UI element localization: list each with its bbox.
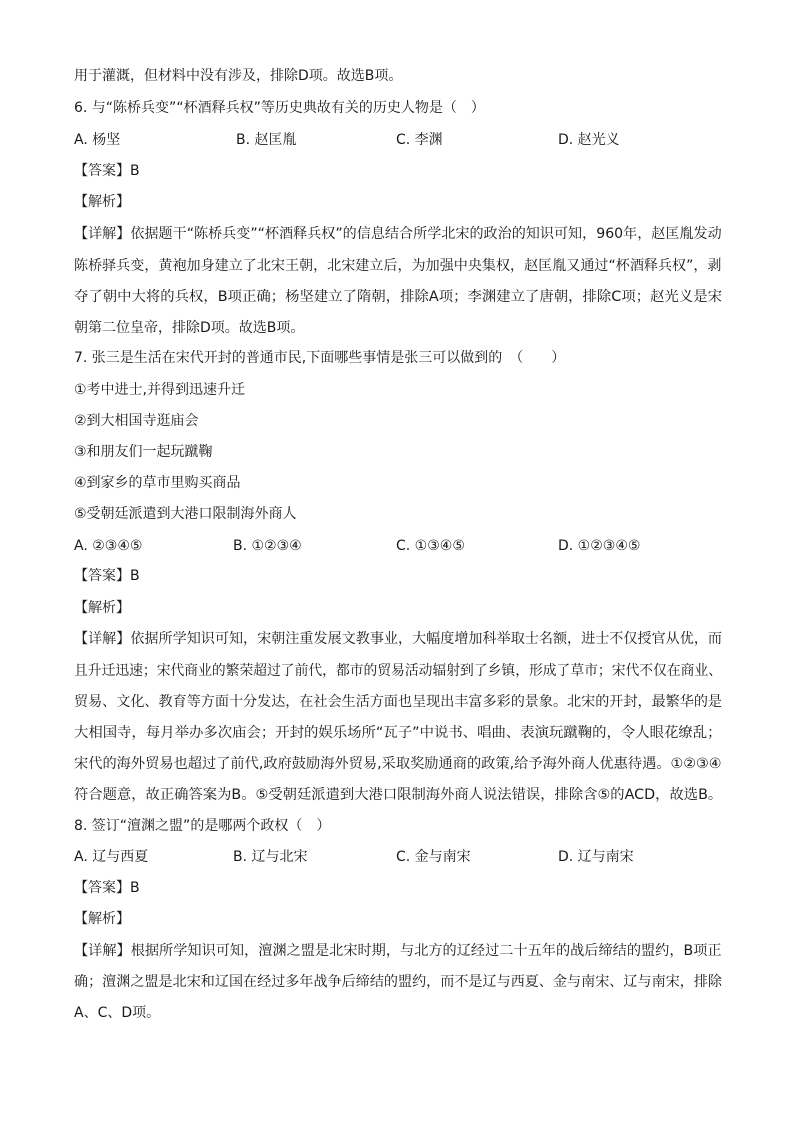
detail-line: 且升迁迅速；宋代商业的繁荣超过了前代，都市的贸易活动辐射到了乡镇，形成了草市；宋代不仅在商业、 <box>74 663 722 679</box>
q7-statement: ②到大相国寺逛庙会 <box>74 413 199 429</box>
answer-label: 【答案】B <box>74 880 140 896</box>
q8-option-a: A. 辽与西夏 <box>74 849 149 865</box>
detail-line: 确；澶渊之盟是北宋和辽国在经过多年战争后缔结的盟约，而不是辽与西夏、金与南宋、辽与南宋，排除 <box>74 974 722 990</box>
q7-option-b: B. ①②③④ <box>233 538 302 554</box>
detail-line: 夺了朝中大将的兵权，B项正确；杨坚建立了隋朝，排除A项；李渊建立了唐朝，排除C项；赵光义是宋 <box>74 289 722 305</box>
q6-option-c: C. 李渊 <box>396 132 443 148</box>
detail-line: 大相国寺，每月举办多次庙会；开封的娱乐场所“瓦子”中说书、唱曲、表演玩蹴鞠的，令人眼花缭乱； <box>74 725 722 741</box>
q7-statement: ⑤受朝廷派遣到大港口限制海外商人 <box>74 506 297 522</box>
detail-line: 陈桥驿兵变，黄袍加身建立了北宋王朝，北宋建立后，为加强中央集权，赵匡胤又通过“杯酒释兵权”，剥 <box>74 258 722 274</box>
q6-option-b: B. 赵匡胤 <box>236 132 297 148</box>
q7-option-a: A. ②③④⑤ <box>74 538 143 554</box>
q8-option-b: B. 辽与北宋 <box>233 849 308 865</box>
answer-label: 【答案】B <box>74 568 140 584</box>
question-7: 7. 张三是生活在宋代开封的普通市民,下面哪些事情是张三可以做到的 （ ） <box>74 350 566 366</box>
detail-line: 宋代的海外贸易也超过了前代,政府鼓励海外贸易,采取奖励通商的政策,给予海外商人优惠待遇。①②③④ <box>74 756 722 772</box>
detail-line: A、C、D项。 <box>74 1005 161 1021</box>
q7-option-d: D. ①②③④⑤ <box>558 538 641 554</box>
q7-statement: ④到家乡的草市里购买商品 <box>74 475 241 491</box>
detail-line: 符合题意，故正确答案为B。⑤受朝廷派遣到大港口限制海外商人说法错误，排除含⑤的ACD，故选B。 <box>74 787 723 803</box>
q6-option-a: A. 杨坚 <box>74 132 121 148</box>
analysis-label: 【解析】 <box>74 600 130 616</box>
answer-label: 【答案】B <box>74 163 140 179</box>
q7-statement: ①考中进士,并得到迅速升迁 <box>74 382 246 398</box>
q6-option-d: D. 赵光义 <box>558 132 620 148</box>
question-8: 8. 签订“澶渊之盟”的是哪两个政权（ ） <box>74 818 331 834</box>
detail-line: 【详解】依据所学知识可知，宋朝注重发展文教事业，大幅度增加科举取士名额，进士不仅授官从优，而 <box>74 631 722 647</box>
text-line: 用于灌溉，但材料中没有涉及，排除D项。故选B项。 <box>74 68 403 84</box>
q8-option-d: D. 辽与南宋 <box>558 849 634 865</box>
detail-line: 贸易、文化、教育等方面十分发达，在社会生活方面也呈现出丰富多彩的景象。北宋的开封，最繁华的是 <box>74 694 722 710</box>
detail-line: 【详解】根据所学知识可知，澶渊之盟是北宋时期，与北方的辽经过二十五年的战后缔结的盟约，B项正 <box>74 943 722 959</box>
q7-statement: ③和朋友们一起玩蹴鞠 <box>74 444 213 460</box>
q8-option-c: C. 金与南宋 <box>396 849 471 865</box>
q7-option-c: C. ①③④⑤ <box>396 538 465 554</box>
analysis-label: 【解析】 <box>74 194 130 210</box>
analysis-label: 【解析】 <box>74 911 130 927</box>
detail-line: 【详解】依据题干“陈桥兵变”“杯酒释兵权”的信息结合所学北宋的政治的知识可知，960年，赵匡胤发动 <box>74 226 722 242</box>
question-6: 6. 与“陈桥兵变”“杯酒释兵权”等历史典故有关的历史人物是（ ） <box>74 100 485 116</box>
detail-line: 朝第二位皇帝，排除D项。故选B项。 <box>74 320 305 336</box>
